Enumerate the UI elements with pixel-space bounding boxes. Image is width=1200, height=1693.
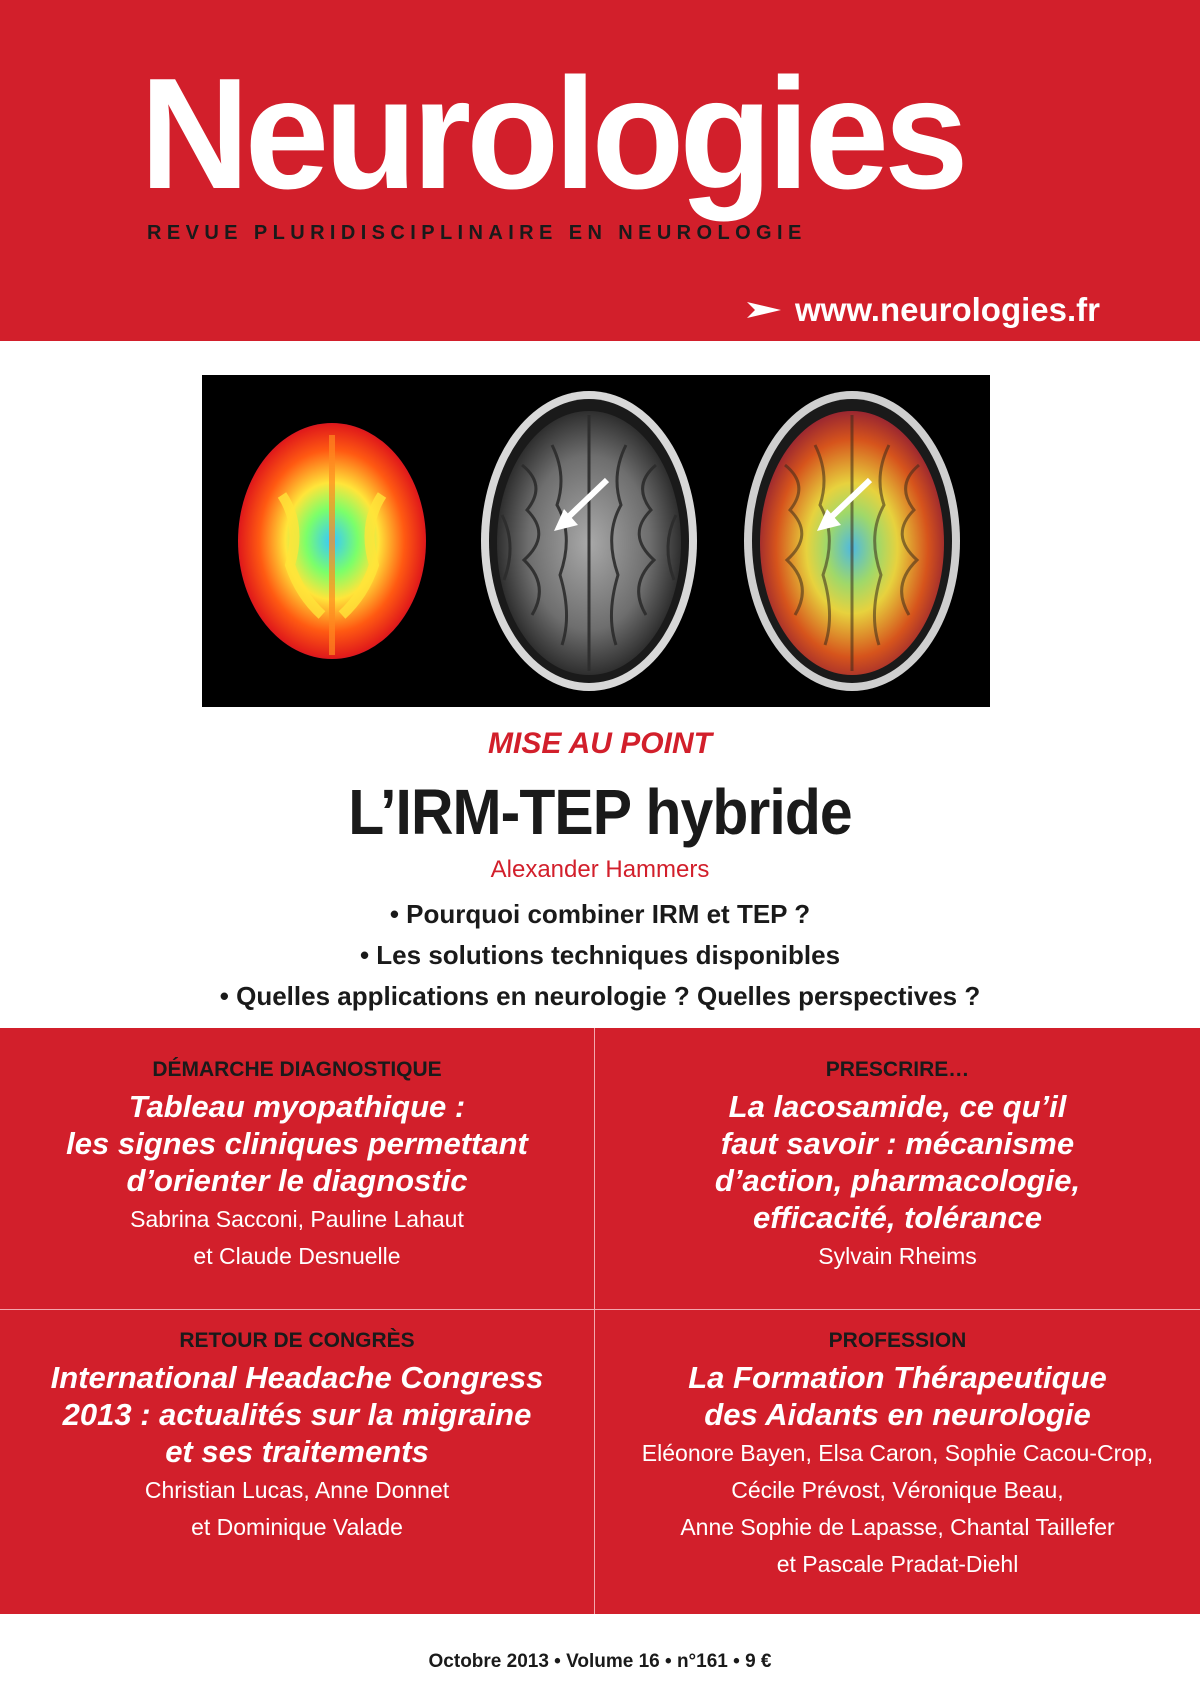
issue-info: Octobre 2013 • Volume 16 • n°161 • 9 € (428, 1651, 772, 1672)
lead-author: Alexander Hammers (490, 856, 710, 883)
article-authors: Sylvain Rheims (818, 1243, 977, 1269)
article-title[interactable]: La lacosamide, ce qu’il faut savoir : mécanisme d’action, pharmacologie, efficacité, tolérance (714, 1089, 1081, 1235)
lead-bullet: • Les solutions techniques disponibles (359, 940, 841, 970)
arrow-right-icon (747, 300, 781, 320)
article-kicker: DÉMARCHE DIAGNOSTIQUE (152, 1058, 442, 1081)
article-authors: Eléonore Bayen, Elsa Caron, Sophie Cacou-Crop, Cécile Prévost, Véronique Beau, Anne Sophie de Lapasse, Chantal Taillefer et Pascale Pradat-Diehl (641, 1440, 1154, 1577)
mri-scan-panel (481, 391, 697, 691)
lead-bullet-list (0, 894, 1200, 1017)
cover-brain-scans-image (202, 375, 990, 707)
article-kicker: PRESCRIRE… (825, 1058, 970, 1081)
article-title[interactable]: International Headache Congress 2013 : actualités sur la migraine et ses traitements (50, 1360, 544, 1469)
lead-bullet: • Quelles applications en neurologie ? Quelles perspectives ? (219, 981, 981, 1011)
article-authors: Christian Lucas, Anne Donnet et Dominique Valade (144, 1477, 450, 1540)
article-kicker: RETOUR DE CONGRÈS (179, 1329, 415, 1352)
article-title[interactable]: La Formation Thérapeutique des Aidants en neurologie (688, 1360, 1107, 1432)
pet-scan-panel (238, 423, 426, 659)
journal-title: Neurologies (140, 46, 964, 222)
article-card[interactable] (595, 1058, 1200, 1275)
lead-bullet: • Pourquoi combiner IRM et TEP ? (389, 899, 811, 929)
masthead-band (0, 0, 1200, 341)
journal-subtitle: REVUE PLURIDISCIPLINAIRE EN NEUROLOGIE (147, 222, 807, 244)
lead-kicker: MISE AU POINT (488, 727, 712, 760)
fusion-scan-panel (744, 391, 960, 691)
article-card[interactable] (0, 1329, 594, 1546)
article-title[interactable]: Tableau myopathique : les signes cliniques permettant d’orienter le diagnostic (66, 1089, 528, 1198)
grid-divider-horizontal (0, 1309, 1200, 1310)
article-kicker: PROFESSION (828, 1329, 967, 1352)
article-card[interactable] (0, 1058, 594, 1275)
article-card[interactable] (595, 1329, 1200, 1583)
website-link[interactable] (747, 291, 1100, 329)
articles-grid (0, 1028, 1200, 1614)
lead-title[interactable]: L’IRM-TEP hybride (348, 776, 852, 848)
website-url[interactable]: www.neurologies.fr (795, 291, 1100, 328)
article-authors: Sabrina Sacconi, Pauline Lahaut et Claude Desnuelle (130, 1206, 464, 1269)
